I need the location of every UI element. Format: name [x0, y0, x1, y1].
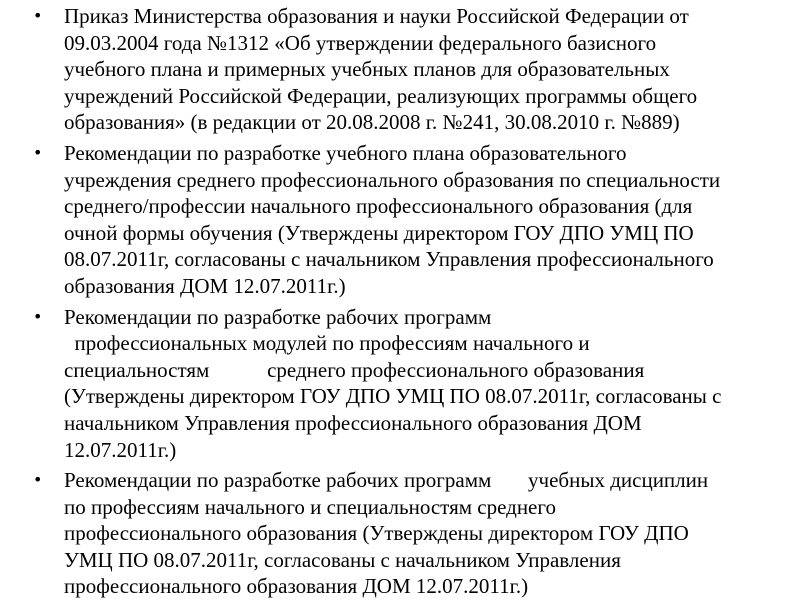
list-item [0, 467, 800, 600]
text-line: профессионального образования ДОМ 12.07.2011г.) [64, 574, 529, 599]
text-line: 09.03.2004 года №1312 «Об утверждении федерального базисного [64, 30, 657, 55]
text-line: образования» (в редакции от 20.08.2008 г. №241, 30.08.2010 г. №889) [64, 110, 680, 135]
text-line: Рекомендации по разработке рабочих программ [64, 304, 492, 329]
text-line: учреждения среднего профессионального образования по специальности [64, 167, 721, 192]
bullet-icon: • [33, 470, 43, 490]
text-line: по профессиям начального и специальностям среднего [64, 494, 556, 519]
bullet-icon: • [33, 6, 43, 25]
list-item [0, 140, 800, 300]
text-line: очной формы обучения (Утверждены директором ГОУ ДПО УМЦ ПО [64, 220, 694, 245]
text-line: профессиональных модулей по профессиям начального и [64, 331, 590, 356]
text-line: образования ДОМ 12.07.2011г.) [64, 273, 346, 298]
text-line: 08.07.2011г, согласованы с начальником Управления профессионального [64, 247, 714, 272]
text-line: (Утверждены директором ГОУ ДПО УМЦ ПО 08.07.2011г, согласованы с [64, 384, 722, 409]
text-line: Рекомендации по разработке рабочих программ учебных дисциплин [64, 468, 709, 493]
list-item [0, 304, 800, 464]
list-item [0, 3, 800, 136]
text-line: Приказ Министерства образования и науки Российской Федерации от [64, 4, 689, 28]
text-line: 12.07.2011г.) [64, 437, 177, 462]
text-line: начальником Управления профессионального образования ДОМ [64, 410, 642, 435]
recommendations-list [0, 3, 800, 600]
bullet-icon: • [33, 306, 43, 326]
text-line: учебного плана и примерных учебных планов для образовательных [64, 57, 670, 82]
text-line: профессионального образования (Утверждены директором ГОУ ДПО [64, 521, 689, 546]
text-line: учреждений Российской Федерации, реализующих программы общего [64, 83, 698, 108]
bullet-icon: • [33, 142, 43, 162]
text-line: специальностям среднего профессионального образования [64, 357, 645, 382]
text-line: Рекомендации по разработке учебного плана образовательного [64, 140, 627, 165]
text-line: УМЦ ПО 08.07.2011г, согласованы с начальником Управления [64, 547, 621, 572]
text-line: среднего/профессии начального профессионального образования (для [64, 194, 693, 219]
